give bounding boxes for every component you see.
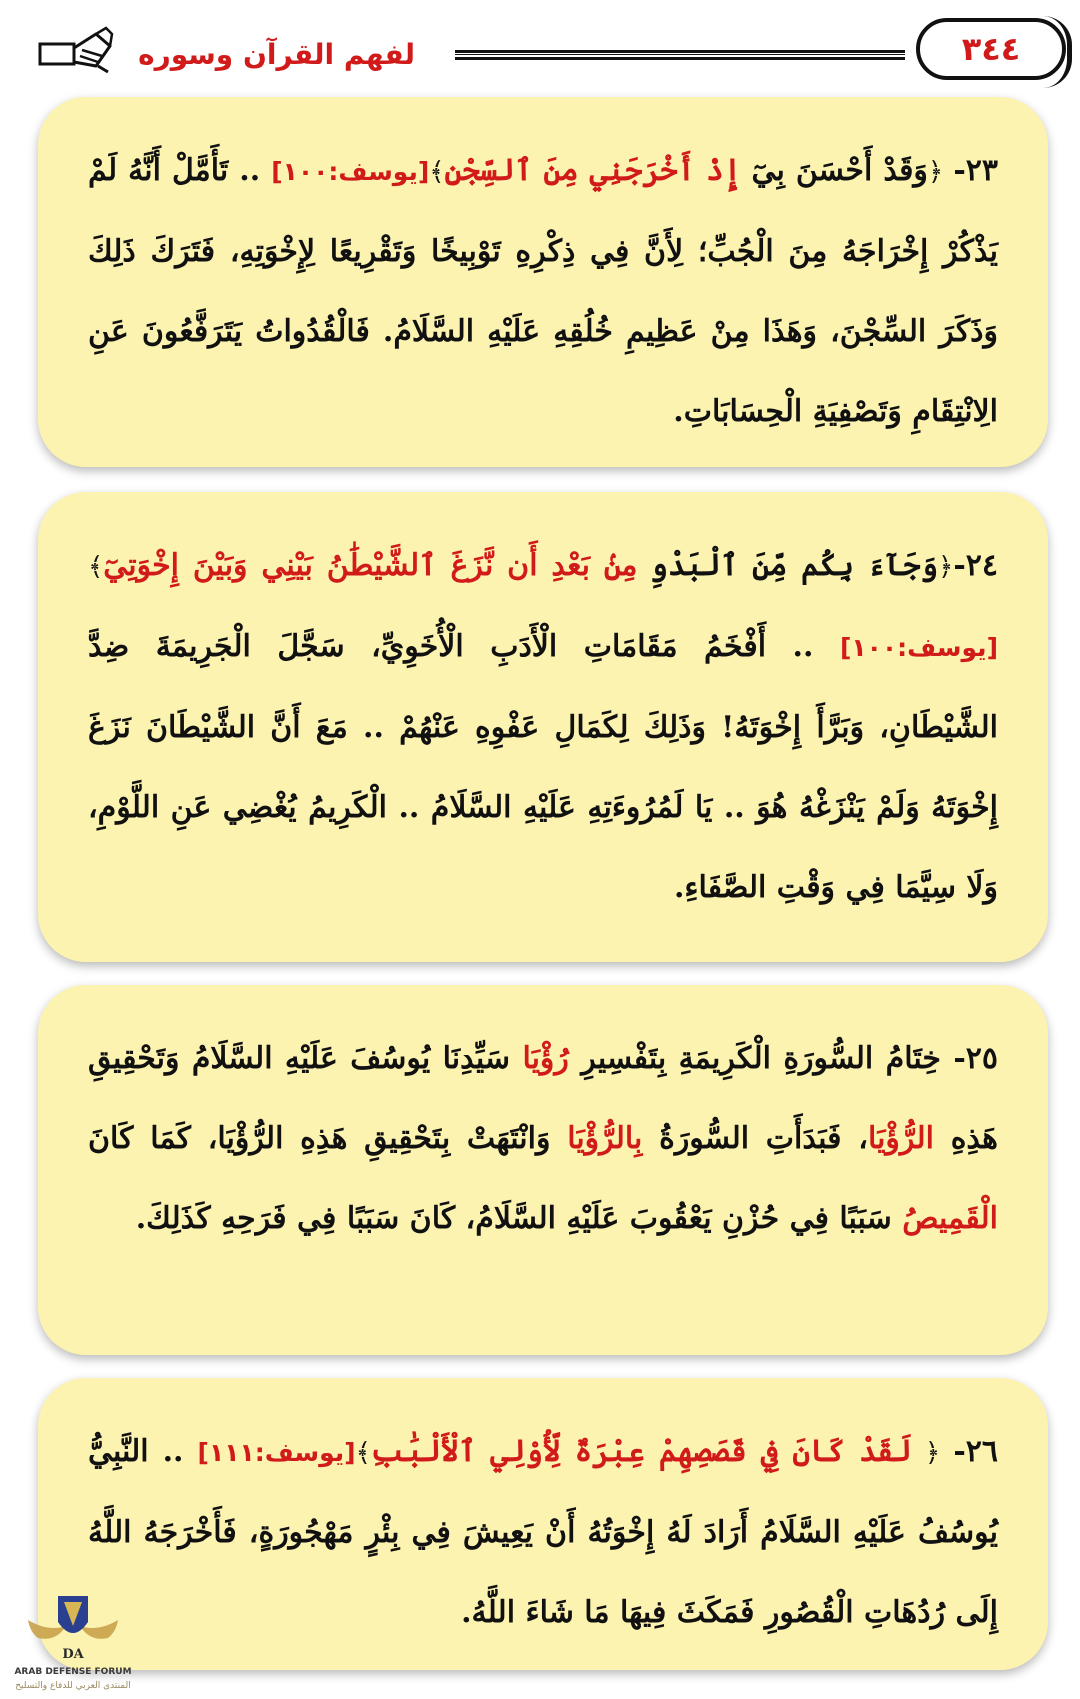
verse-reference: [يوسف:١١١] xyxy=(197,1438,356,1467)
verse-part-a: وَقَدْ أَحْسَنَ بِيٓ xyxy=(751,153,928,188)
note-card-25 xyxy=(38,985,1048,1355)
forum-logo-watermark xyxy=(8,1592,138,1697)
highlight-word-2: الرُّؤْيَا xyxy=(867,1121,934,1156)
book-title: لفهم القرآن وسوره xyxy=(138,38,415,71)
highlight-word-1: رُؤْيَا xyxy=(522,1041,569,1076)
ornament-close: ﴾ xyxy=(88,552,104,582)
ornament-open: ﴿ xyxy=(927,157,944,187)
note-number: ٢٦- xyxy=(953,1434,999,1469)
page-header xyxy=(0,0,1080,95)
note-text-2: سَيِّدِنَا يُوسُفَ عَلَيْهِ السَّلَامُ وَتَحْقِيقِ هَذِهِ xyxy=(88,1041,998,1156)
ornament-open: ﴿ xyxy=(938,552,954,582)
note-number: ٢٣- xyxy=(953,153,998,188)
note-text: .. أَفْخَمُ مَقَامَاتِ الْأَدَبِ الْأُخَوِيِّ، سَجَّلَ الْجَرِيمَةَ ضِدَّ الشَّيْطَانِ، وَبَرَّأَ إِخْوَتَهُ! وَذَلِكَ لِكَمَالِ عَفْوِهِ عَنْهُمْ .. مَعَ أَنَّ الشَّيْطَانَ نَزَغَ إِخْوَتَهُ وَلَمْ يَنْزَغْهُ هُوَ .. يَا لَمُرُوءَتِهِ عَلَيْهِ السَّلَامُ .. الْكَرِيمُ يُغْضِي عَنِ اللَّوْمِ، وَلَا سِيَّمَا فِي وَقْتِ الصَّفَاءِ. xyxy=(88,629,998,905)
logo-text-ar: المنتدى العربي للدفاع والتسليح xyxy=(15,1681,131,1691)
note-paragraph xyxy=(88,1019,998,1259)
note-text: .. النَّبِيُّ يُوسُفُ عَلَيْهِ السَّلَامُ أَرَادَ لَهُ إِخْوَتُهُ أَنْ يَعِيشَ فِي بِئْرٍ مَهْجُورَةٍ، فَأَخْرَجَهُ اللَّهُ إِلَى رُدُهَاتِ الْقُصُورِ فَمَكَثَ فِيهَا مَا شَاءَ اللَّهُ. xyxy=(88,1434,998,1630)
header-rule xyxy=(455,50,905,60)
note-number: ٢٥- xyxy=(953,1041,998,1076)
note-card-26 xyxy=(38,1378,1048,1670)
note-paragraph xyxy=(88,1412,998,1653)
verse-highlight: إِذْ أَخْرَجَنِي مِنَ ٱلسِّجْنِ xyxy=(444,153,742,188)
note-number: ٢٤- xyxy=(953,548,998,583)
ornament-close: ﴾ xyxy=(429,157,445,187)
note-paragraph xyxy=(88,131,998,452)
note-text-4: وَانْتَهَتْ بِتَحْقِيقِ هَذِهِ الرُّؤْيَا، كَمَا كَانَ xyxy=(88,1121,568,1156)
note-card-24 xyxy=(38,492,1048,962)
note-text-1: خِتَامُ السُّورَةِ الْكَرِيمَةِ بِتَفْسِيرِ xyxy=(568,1041,954,1076)
verse-highlight: مِنۢ بَعْدِ أَن نَّزَغَ ٱلشَّيْطَٰنُ بَيْنِي وَبَيْنَ إِخْوَتِيٓ xyxy=(103,548,638,583)
note-text-5: سَبَبًا فِي حُزْنِ يَعْقُوبَ عَلَيْهِ السَّلَامُ، كَانَ سَبَبًا فِي فَرَحِهِ كَذَلِكَ. xyxy=(135,1201,903,1236)
pen-writing-icon xyxy=(36,26,114,76)
note-text-3: ، فَبَدَأَتِ السُّورَةُ xyxy=(642,1121,868,1156)
highlight-word-3: بِالرُّؤْيَا xyxy=(567,1121,643,1156)
logo-mark: DA xyxy=(62,1647,84,1662)
verse-reference: [يوسف:١٠٠] xyxy=(271,157,430,186)
ornament-open: ﴿ xyxy=(924,1438,941,1468)
verse-reference: [يوسف:١٠٠] xyxy=(839,633,998,662)
note-text: .. تَأَمَّلْ أَنَّهُ لَمْ يَذْكُرْ إِخْرَاجَهُ مِنَ الْجُبِّ؛ لِأَنَّ فِي ذِكْرِهِ تَوْبِيخًا وَتَقْرِيعًا لِإِخْوَتِهِ، فَتَرَكَ ذَلِكَ وَذَكَرَ السِّجْنَ، وَهَذَا مِنْ عَظِيمِ خُلُقِهِ عَلَيْهِ السَّلَامُ. فَالْقُدُواتُ يَتَرَفَّعُونَ عَنِ الِانْتِقَامِ وَتَصْفِيَةِ الْحِسَابَاتِ. xyxy=(88,153,998,429)
note-paragraph xyxy=(88,526,998,928)
highlight-word-4: الْقَمِيصُ xyxy=(902,1201,998,1236)
verse-part-a: وَجَآءَ بِكُم مِّنَ ٱلْبَدْوِ xyxy=(650,548,939,583)
note-card-23 xyxy=(38,97,1048,467)
verse-highlight: لَقَدْ كَانَ فِي قَصَصِهِمْ عِبْرَةٌ لِّأُوْلِي ٱلْأَلْبَٰبِ xyxy=(370,1434,912,1469)
logo-text-en: ARAB DEFENSE FORUM xyxy=(14,1667,132,1677)
ornament-close: ﴾ xyxy=(355,1438,371,1468)
page-number: ٣٤٤ xyxy=(916,18,1066,80)
